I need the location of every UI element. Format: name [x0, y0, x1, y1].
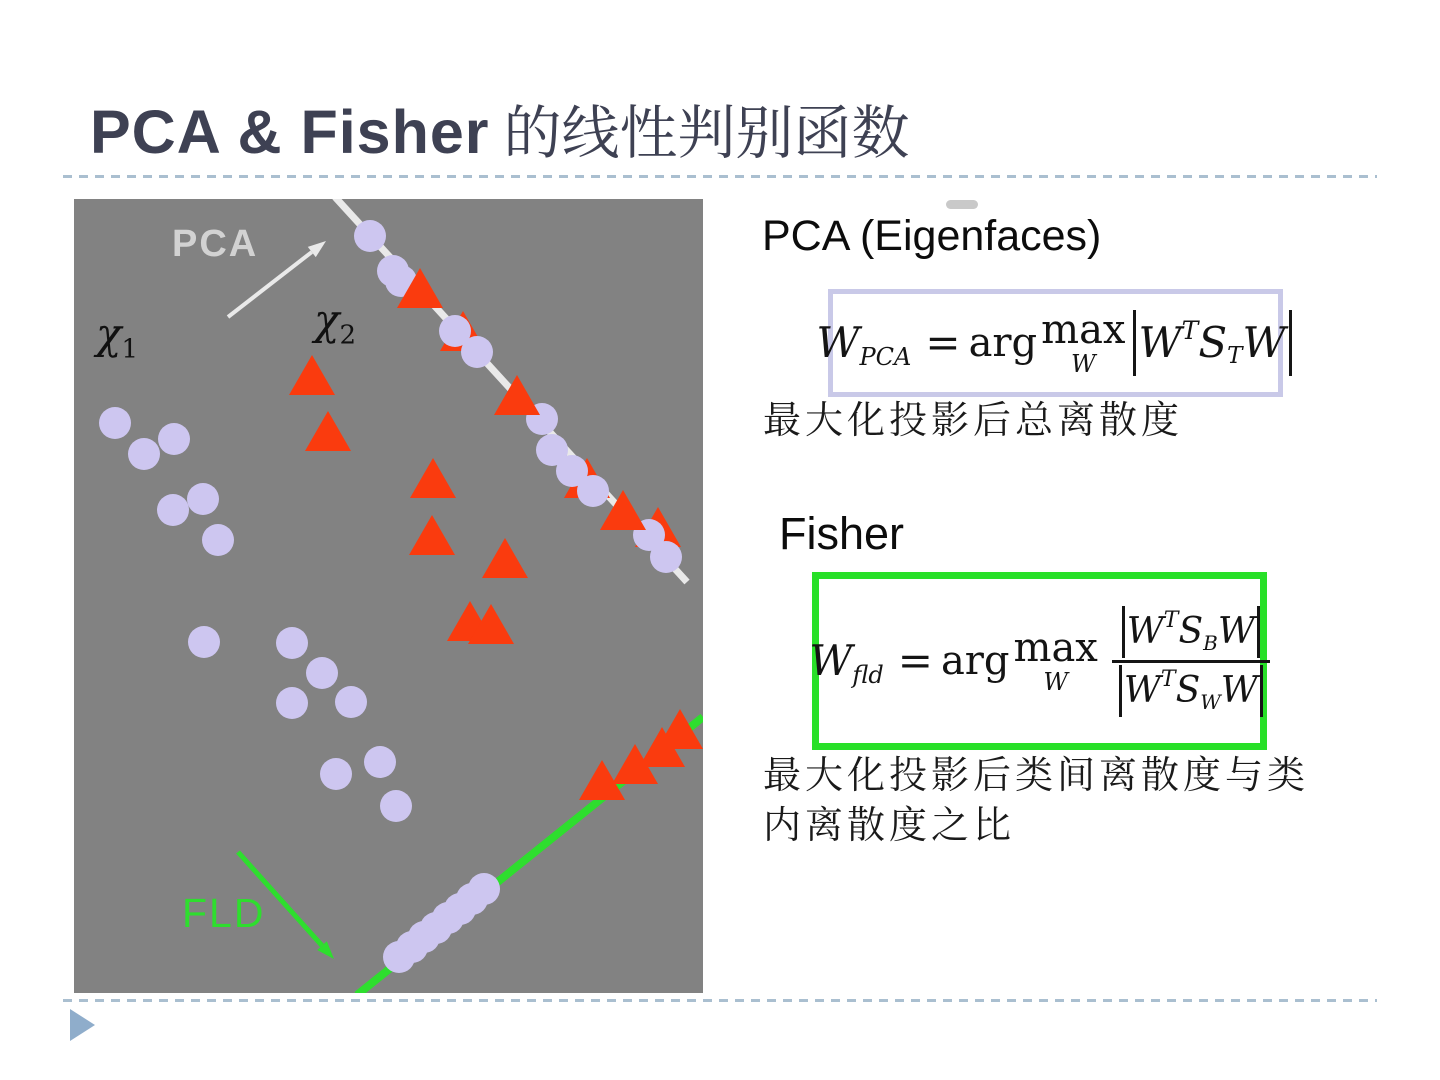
scatter-svg: [74, 199, 703, 993]
slide-bullet-triangle-icon: [70, 1009, 95, 1041]
page-title-en: PCA & Fisher: [90, 98, 490, 166]
pca-direction-label: PCA: [172, 223, 259, 265]
page-title-zh: 的线性判别函数: [503, 101, 910, 166]
fisher-formula: W fld = arg max W W $^T$ S $_B$ W W $^T$ S $_W$ W: [809, 604, 1270, 719]
pca-heading: PCA (Eigenfaces): [762, 212, 1102, 260]
fisher-caption: [763, 751, 1309, 851]
fisher-heading: Fisher: [779, 508, 905, 559]
page-title: [90, 86, 910, 170]
fisher-caption-line2: 内离散度之比: [763, 805, 1016, 847]
fraction: W $^T$ S $_B$ W W $^T$ S $_W$ W: [1112, 604, 1270, 719]
abs-bar: [1119, 665, 1122, 717]
fisher-caption-line1: 最大化投影后类间离散度与类: [763, 755, 1310, 797]
pca-caption: 最大化投影后总离散度: [763, 400, 1184, 442]
abs-bar: [1122, 606, 1125, 658]
abs-bar: [1260, 665, 1263, 717]
scatter-figure: [74, 199, 703, 993]
class2-label: $\chi_2$: [314, 295, 356, 351]
fld-direction-label: FLD: [182, 890, 266, 936]
class1-label: $\chi_1$: [96, 309, 138, 365]
title-divider: [63, 175, 1377, 178]
pca-formula: W PCA = arg max W W $^T$ S $_T$ W: [816, 310, 1294, 376]
abs-bar: [1133, 310, 1136, 376]
pca-formula-box: [816, 289, 1286, 397]
abs-bar: [1289, 310, 1292, 376]
fisher-formula-box: [809, 572, 1267, 750]
crop-artifact: [946, 200, 978, 209]
abs-bar: [1257, 606, 1260, 658]
footer-divider: [63, 999, 1377, 1002]
